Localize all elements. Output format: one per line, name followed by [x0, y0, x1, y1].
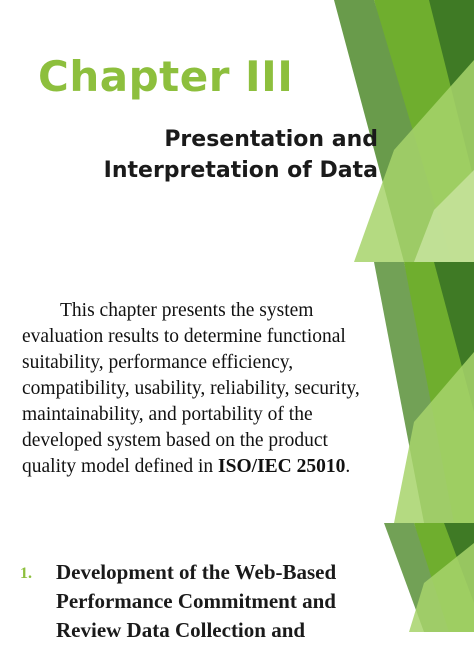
- paragraph-line-7: quality model defined in: [22, 456, 219, 477]
- paragraph-line-6: developed system based on the product: [22, 430, 328, 451]
- list-item-line-2: Performance Commitment and: [56, 589, 336, 613]
- title-slide: [0, 0, 474, 262]
- list-item-line-1: Development of the Web-Based: [56, 560, 337, 584]
- standard-name: ISO/IEC 25010: [218, 456, 346, 477]
- chapter-title: Chapter III: [38, 52, 294, 101]
- list-item-line-3: Review Data Collection and: [56, 618, 306, 642]
- paragraph-line-5: maintainability, and portability of the: [22, 404, 313, 425]
- list-item-number: 1.: [20, 565, 32, 582]
- paragraph-line-4: compatibility, usability, reliability, security,: [22, 378, 360, 399]
- paragraph-line-2: evaluation results to determine functional: [22, 326, 346, 347]
- chapter-intro-paragraph: [22, 298, 402, 480]
- subtitle-line-1: Presentation and: [164, 127, 378, 152]
- chapter-subtitle: [104, 124, 378, 186]
- paragraph-line-1: This chapter presents the system: [60, 300, 314, 321]
- paragraph-end-period: .: [345, 456, 351, 477]
- subtitle-line-2: Interpretation of Data: [103, 158, 378, 183]
- paragraph-line-3: suitability, performance efficiency,: [22, 352, 294, 373]
